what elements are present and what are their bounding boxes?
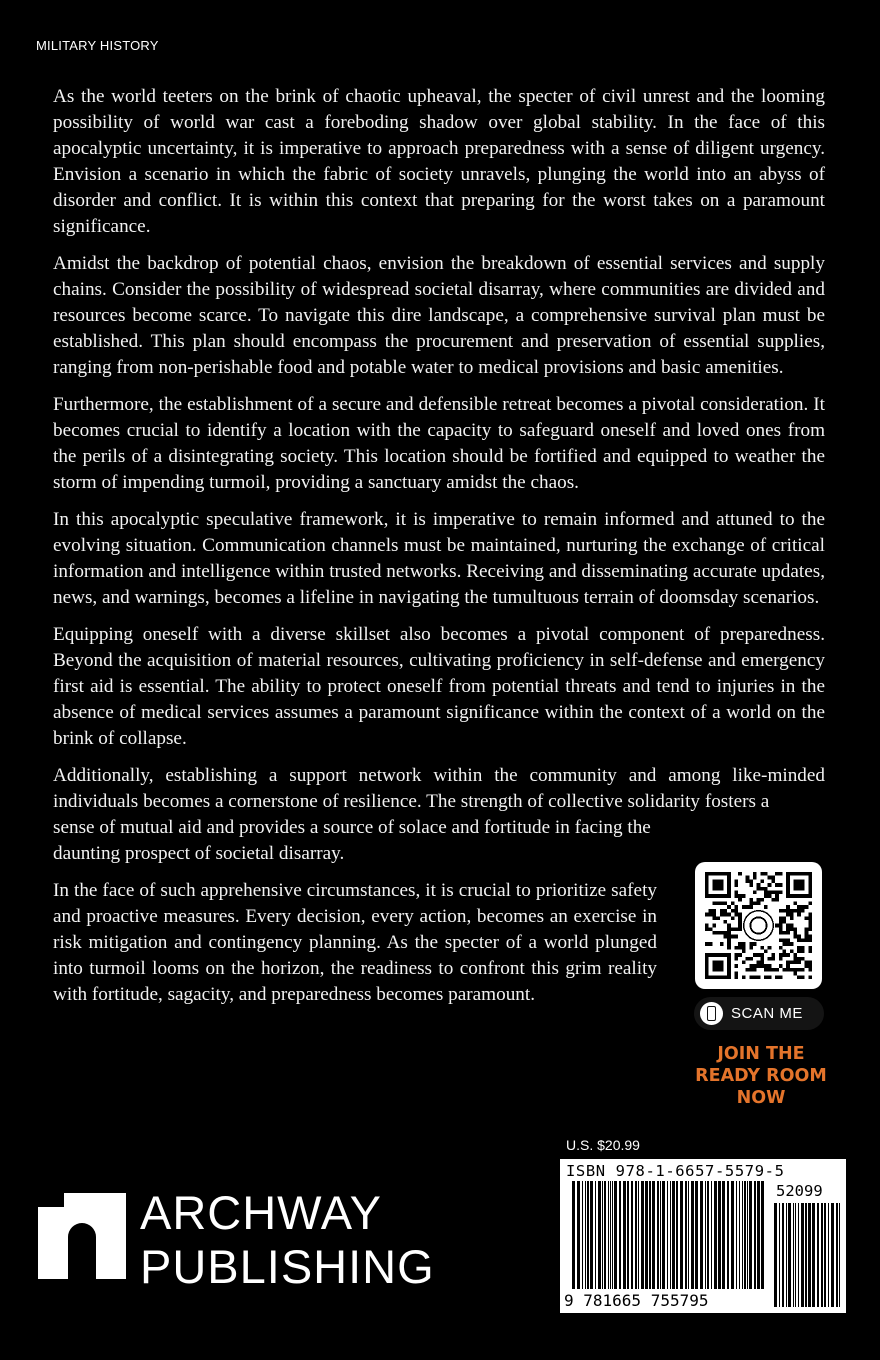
isbn-barcode xyxy=(560,1159,846,1313)
join-ready-room-callout xyxy=(671,1043,851,1109)
price-code-text: 52099 xyxy=(776,1182,823,1200)
blurb-paragraph-7: In the face of such apprehensive circumstances, it is crucial to prioritize safety and proactive measures. Every decision, every action, becomes an exercise in risk mitigation and contingency planning. As the specter of a world plunged into turmoil looms on the horizon, the readiness to confront this grim reality with fortitude, sagacity, and preparedness becomes paramount. xyxy=(53,880,657,1005)
ean-barcode-bars xyxy=(572,1181,768,1289)
cta-line-3: NOW xyxy=(736,1088,786,1108)
ean-digits-text: 9 781665 755795 xyxy=(564,1291,709,1310)
price-barcode-bars xyxy=(774,1203,840,1307)
blurb-paragraph-6-wide: Additionally, establishing a support network within the community and among like-minded individuals becomes a cornerstone of resilience. The strength of collective solidarity fosters a xyxy=(53,765,825,812)
blurb-paragraph-4: In this apocalyptic speculative framework, it is imperative to remain informed and attuned to the evolving situation. Communication channels must be maintained, nurturing the exchange of critical information and intelligence within trusted networks. Receiving and disseminating accurate updates, news, and warnings, becomes a lifeline in navigating the tumultuous terrain of doomsday scenarios. xyxy=(53,509,825,608)
blurb-paragraph-6-narrow: sense of mutual aid and provides a source of solace and fortitude in facing the daunting prospect of societal disarray. xyxy=(53,817,651,864)
scan-me-badge[interactable] xyxy=(694,997,824,1030)
blurb-paragraph-1: As the world teeters on the brink of chaotic upheaval, the specter of civil unrest and the looming possibility of world war cast a foreboding shadow over global stability. In the face of this apocalyptic uncertainty, it is imperative to approach preparedness with a sense of diligent urgency. Envision a scenario in which the fabric of society unravels, plunging the world into an abyss of disorder and conflict. It is within this context that preparing for the worst takes on a paramount significance. xyxy=(53,86,825,237)
qr-code-icon xyxy=(705,872,812,979)
blurb-paragraph-5: Equipping oneself with a diverse skillset also becomes a pivotal component of preparedness. Beyond the acquisition of material resources, cultivating proficiency in self-defense and emergency first aid is essential. The ability to protect oneself from potential threats and tend to injuries in the absence of medical services assumes a paramount significance within the context of a world on the brink of collapse. xyxy=(53,624,825,749)
blurb-paragraph-6-continued xyxy=(53,815,657,867)
isbn-text: ISBN 978-1-6657-5579-5 xyxy=(566,1162,785,1180)
price-label: U.S. $20.99 xyxy=(566,1137,640,1153)
blurb-paragraph-2: Amidst the backdrop of potential chaos, envision the breakdown of essential services and supply chains. Consider the possibility of widespread societal disarray, where communities are divided and resources become scarce. To navigate this dire landscape, a comprehensive survival plan must be established. This plan should encompass the procurement and preservation of essential supplies, ranging from non-perishable food and potable water to medical provisions and basic amenities. xyxy=(53,253,825,378)
blurb-paragraph-3: Furthermore, the establishment of a secure and defensible retreat becomes a pivotal consideration. It becomes crucial to identify a location with the capacity to safeguard oneself and loved ones from the perils of a disintegrating society. This location should be fortified and equipped to weather the storm of impending turmoil, providing a sanctuary amidst the chaos. xyxy=(53,394,825,493)
publisher-name xyxy=(140,1186,435,1294)
publisher-line-1: ARCHWAY xyxy=(140,1186,382,1239)
archway-logo-icon xyxy=(38,1193,126,1279)
cta-line-1: JOIN THE xyxy=(717,1044,805,1064)
phone-icon xyxy=(700,1002,723,1025)
blurb-paragraph-6 xyxy=(53,763,825,815)
qr-code[interactable] xyxy=(695,862,822,989)
cta-line-2: READY ROOM xyxy=(695,1066,827,1086)
publisher-line-2: PUBLISHING xyxy=(140,1240,435,1293)
scan-me-label: SCAN ME xyxy=(731,1005,803,1022)
category-label: MILITARY HISTORY xyxy=(36,38,159,53)
